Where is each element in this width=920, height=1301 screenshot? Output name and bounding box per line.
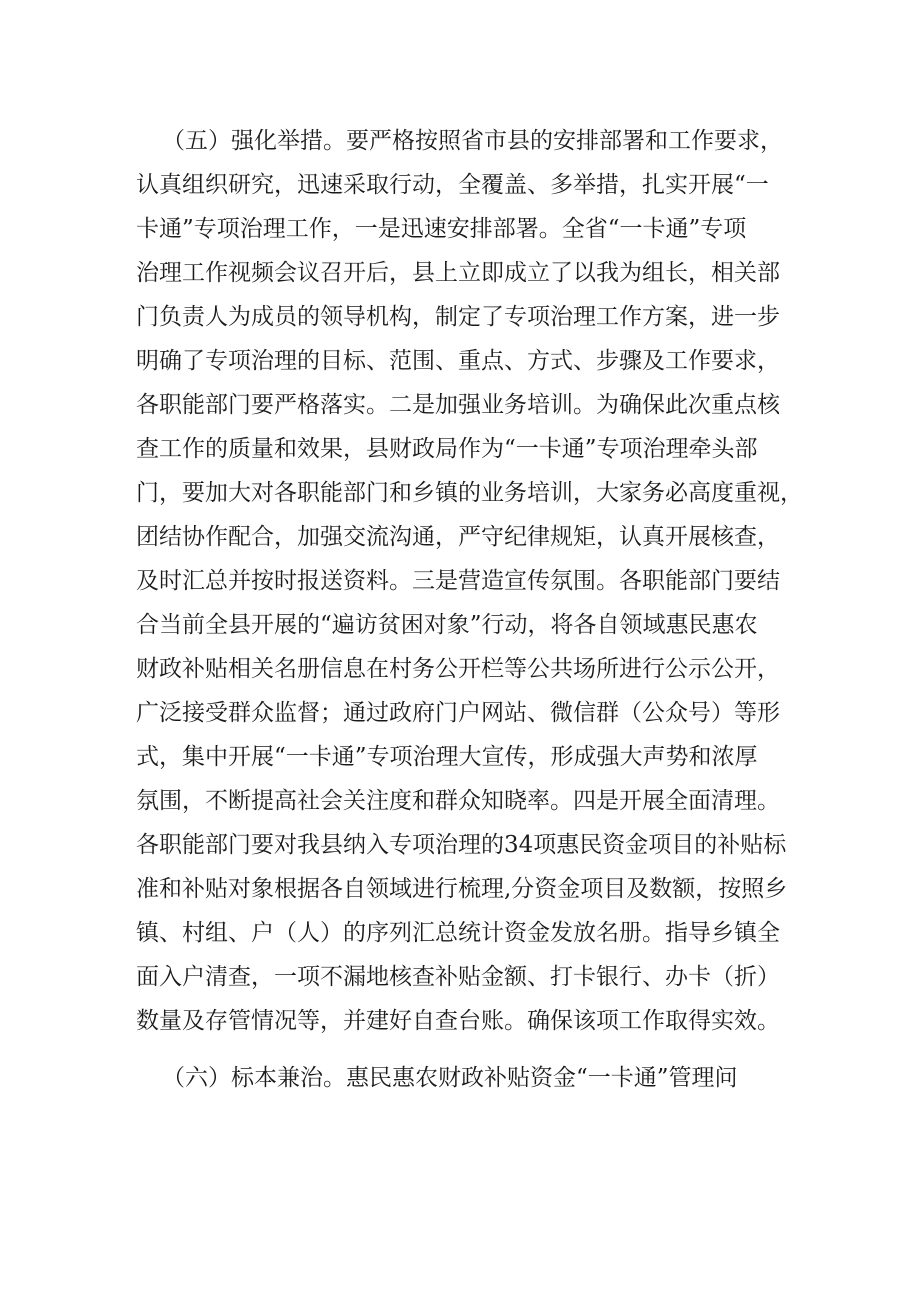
paragraph-5-line-12: 合当前全县开展的“遍访贫困对象”行动，将各自领域惠民惠农 xyxy=(136,612,758,638)
paragraph-5-line-3: 卡通”专项治理工作，一是迅速安排部署。全省“一卡通”专项 xyxy=(136,216,747,242)
paragraph-5-line-13: 财政补贴相关名册信息在村务公开栏等公共场所进行公示公开， xyxy=(136,656,780,682)
paragraph-5-line-16: 氛围，不断提高社会关注度和群众知晓率。四是开展全面清理。 xyxy=(136,788,780,814)
paragraph-5-line-4: 治理工作视频会议召开后，县上立即成立了以我为组长，相关部 xyxy=(136,260,780,286)
paragraph-5-line-6: 明确了专项治理的目标、范围、重点、方式、步骤及工作要求， xyxy=(136,348,780,374)
paragraph-5-line-20: 面入户清查，一项不漏地核查补贴金额、打卡银行、办卡（折） xyxy=(136,964,780,990)
paragraph-5-line-10: 团结协作配合，加强交流沟通，严守纪律规矩，认真开展核查， xyxy=(136,524,780,550)
paragraph-5-line-9: 门，要加大对各职能部门和乡镇的业务培训，大家务必高度重视， xyxy=(136,480,803,506)
paragraph-5-line-7: 各职能部门要严格落实。二是加强业务培训。为确保此次重点核 xyxy=(136,392,780,418)
paragraph-5-line-5: 门负责人为成员的领导机构，制定了专项治理工作方案，进一步 xyxy=(136,304,780,330)
paragraph-5-line-14: 广泛接受群众监督；通过政府门户网站、微信群（公众号）等形 xyxy=(136,700,780,726)
paragraph-5-line-18: 准和补贴对象根据各自领域进行梳理,分资金项目及数额，按照乡 xyxy=(136,876,788,902)
paragraph-5-line-19: 镇、村组、户（人）的序列汇总统计资金发放名册。指导乡镇全 xyxy=(136,920,780,946)
paragraph-5-line-2: 认真组织研究，迅速采取行动，全覆盖、多举措，扎实开展“一 xyxy=(136,172,769,198)
paragraph-6-line-1: （六）标本兼治。惠民惠农财政补贴资金“一卡通”管理问 xyxy=(162,1065,738,1091)
paragraph-5-line-8: 查工作的质量和效果，县财政局作为“一卡通”专项治理牵头部 xyxy=(136,436,758,462)
paragraph-5-line-11: 及时汇总并按时报送资料。三是营造宣传氛围。各职能部门要结 xyxy=(136,568,780,594)
paragraph-5-line-1: （五）强化举措。要严格按照省市县的安排部署和工作要求， xyxy=(162,128,783,154)
paragraph-5-line-21: 数量及存管情况等，并建好自查台账。确保该项工作取得实效。 xyxy=(136,1008,780,1034)
paragraph-5-line-15: 式，集中开展“一卡通”专项治理大宣传，形成强大声势和浓厚 xyxy=(136,744,758,770)
paragraph-5-line-17: 各职能部门要对我县纳入专项治理的34项惠民资金项目的补贴标 xyxy=(136,832,787,858)
